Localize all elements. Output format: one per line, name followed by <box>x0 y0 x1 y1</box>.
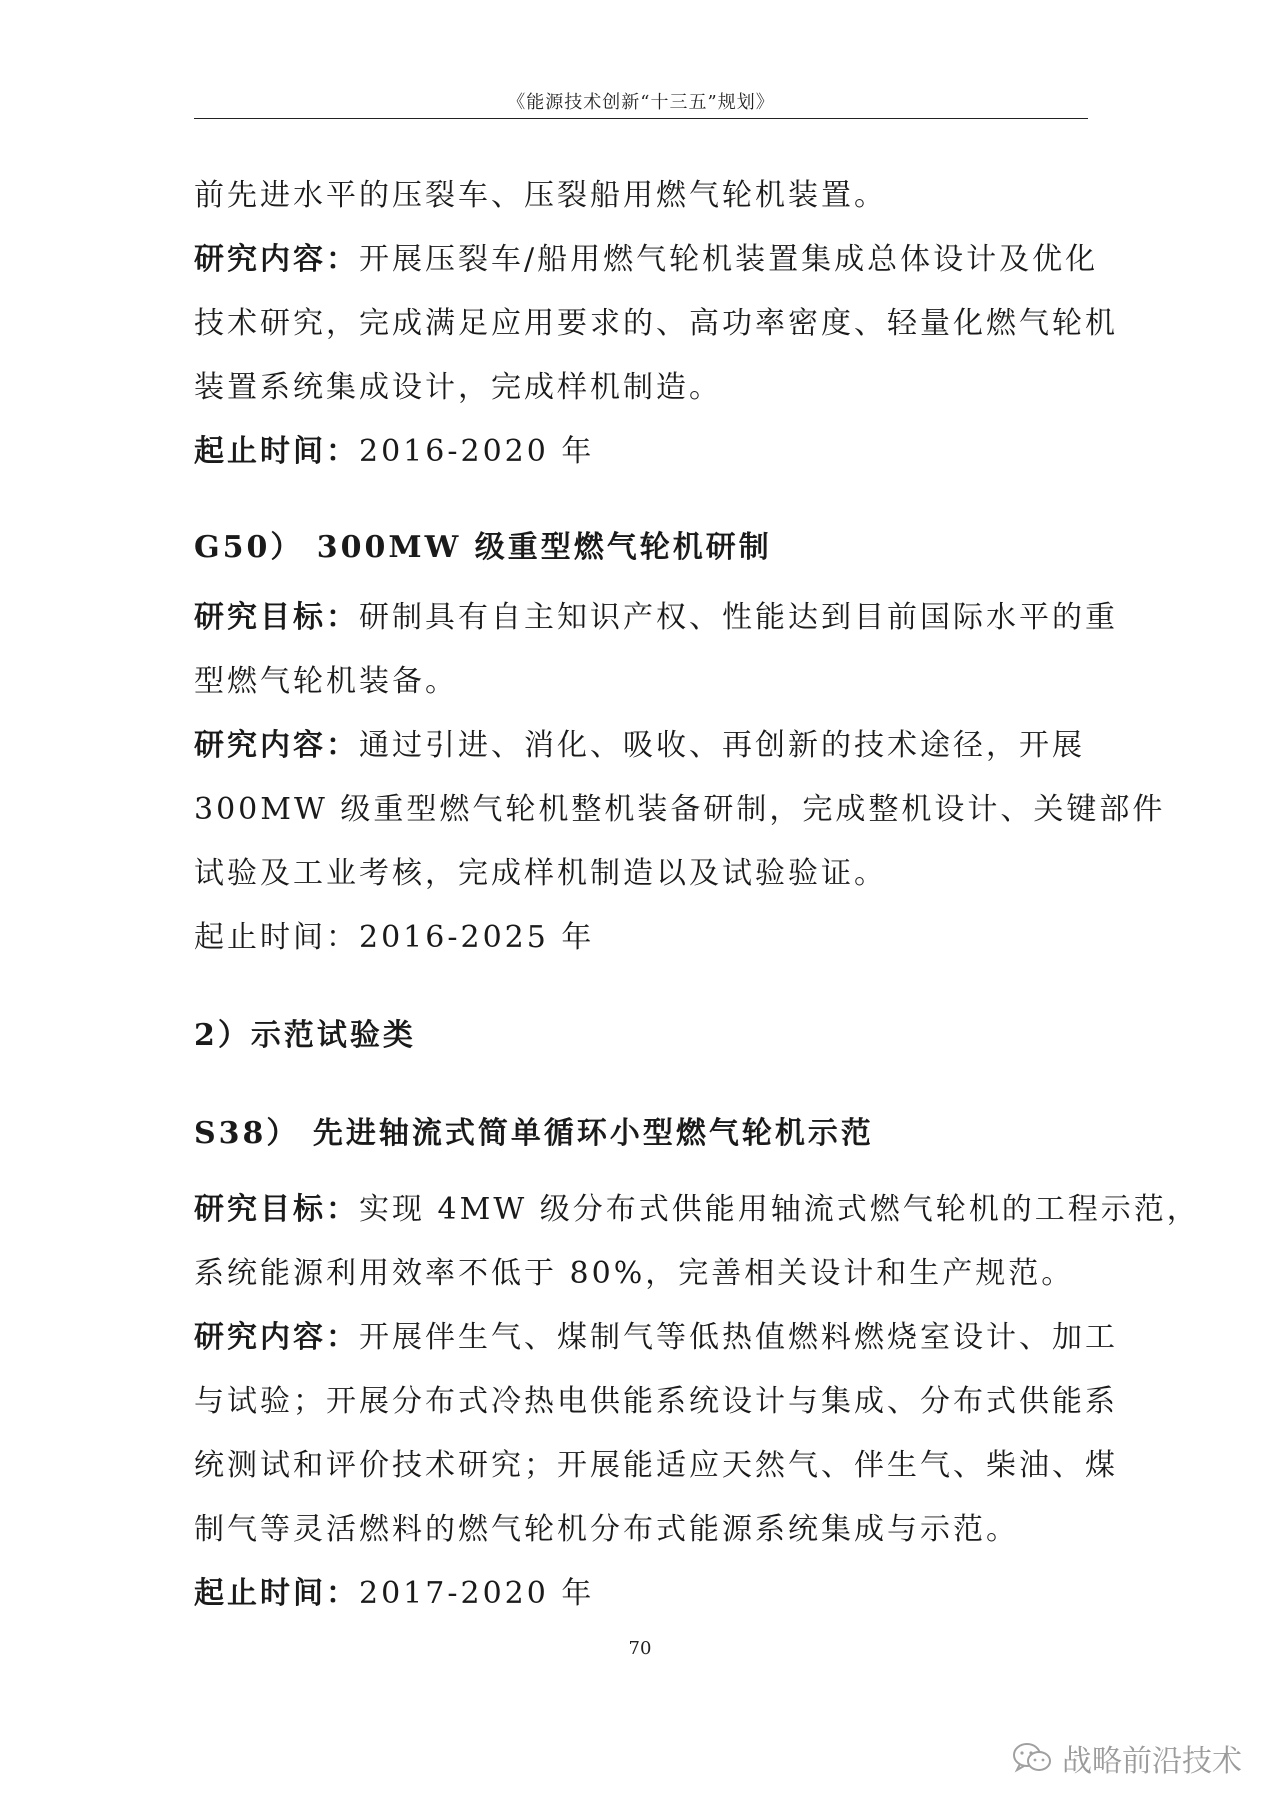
text-line <box>194 714 1094 778</box>
watermark-text: 战略前沿技术 <box>1062 1744 1242 1779</box>
field-value: 实现 4MW 级分布式供能用轴流式燃气轮机的工程示范， <box>359 1192 1200 1227</box>
field-label: 起止时间： <box>194 920 359 955</box>
text-line: 与试验；开展分布式冷热电供能系统设计与集成、分布式供能系 <box>194 1384 1118 1419</box>
field-label: 研究内容： <box>194 242 359 277</box>
text-line: 300MW 级重型燃气轮机整机装备研制，完成整机设计、关键部件 <box>194 792 1166 827</box>
text-line <box>194 228 1099 292</box>
field-label: 研究目标： <box>194 1192 359 1227</box>
research-content-paragraph <box>194 1306 1118 1562</box>
text-line: 前先进水平的压裂车、压裂船用燃气轮机装置。 <box>194 178 887 213</box>
research-content-paragraph <box>194 228 1118 420</box>
text-line: 系统能源利用效率不低于 80%，完善相关设计和生产规范。 <box>194 1256 1075 1291</box>
field-label: 起止时间： <box>194 1576 359 1611</box>
field-label: 起止时间： <box>194 434 359 469</box>
field-value: 开展压裂车/船用燃气轮机装置集成总体设计及优化 <box>359 242 1099 277</box>
page-number: 70 <box>628 1638 652 1659</box>
field-label: 研究内容： <box>194 728 359 763</box>
duration-paragraph <box>194 906 1094 970</box>
page-header: 《能源技术创新“十三五”规划》 <box>507 92 775 113</box>
text-line <box>194 586 1118 650</box>
field-value: 2016-2020 年 <box>359 434 595 469</box>
project-heading-g50: G50） 300MW 级重型燃气轮机研制 <box>194 530 772 565</box>
text-line: 装置系统集成设计，完成样机制造。 <box>194 370 722 405</box>
text-line: 技术研究，完成满足应用要求的、高功率密度、轻量化燃气轮机 <box>194 306 1118 341</box>
text-line <box>194 906 1094 970</box>
research-content-paragraph <box>194 714 1166 906</box>
field-label: 研究内容： <box>194 1320 359 1355</box>
text-line: 试验及工业考核，完成样机制造以及试验验证。 <box>194 856 887 891</box>
field-value: 通过引进、消化、吸收、再创新的技术途径，开展 <box>359 728 1085 763</box>
watermark <box>1012 1736 1242 1780</box>
project-heading-s38: S38） 先进轴流式简单循环小型燃气轮机示范 <box>194 1116 874 1151</box>
field-value: 开展伴生气、煤制气等低热值燃料燃烧室设计、加工 <box>359 1320 1118 1355</box>
text-line <box>194 420 1094 484</box>
text-line: 型燃气轮机装备。 <box>194 664 458 699</box>
field-value: 研制具有自主知识产权、性能达到目前国际水平的重 <box>359 600 1118 635</box>
wechat-icon <box>1012 1741 1052 1775</box>
duration-paragraph <box>194 420 1094 484</box>
text-line <box>194 1306 1118 1370</box>
section-heading-demo: 2）示范试验类 <box>194 1018 416 1053</box>
field-value: 2016-2025 年 <box>359 920 595 955</box>
field-label: 研究目标： <box>194 600 359 635</box>
text-line <box>194 1178 1200 1242</box>
text-line <box>194 1562 1094 1626</box>
paragraph-continuation <box>194 164 1094 228</box>
text-line: 统测试和评价技术研究；开展能适应天然气、伴生气、柴油、煤 <box>194 1448 1118 1483</box>
field-value: 2017-2020 年 <box>359 1576 595 1611</box>
text-line: 制气等灵活燃料的燃气轮机分布式能源系统集成与示范。 <box>194 1512 1019 1547</box>
research-goal-paragraph <box>194 1178 1200 1306</box>
research-goal-paragraph <box>194 586 1118 714</box>
duration-paragraph <box>194 1562 1094 1626</box>
header-divider <box>194 118 1088 119</box>
